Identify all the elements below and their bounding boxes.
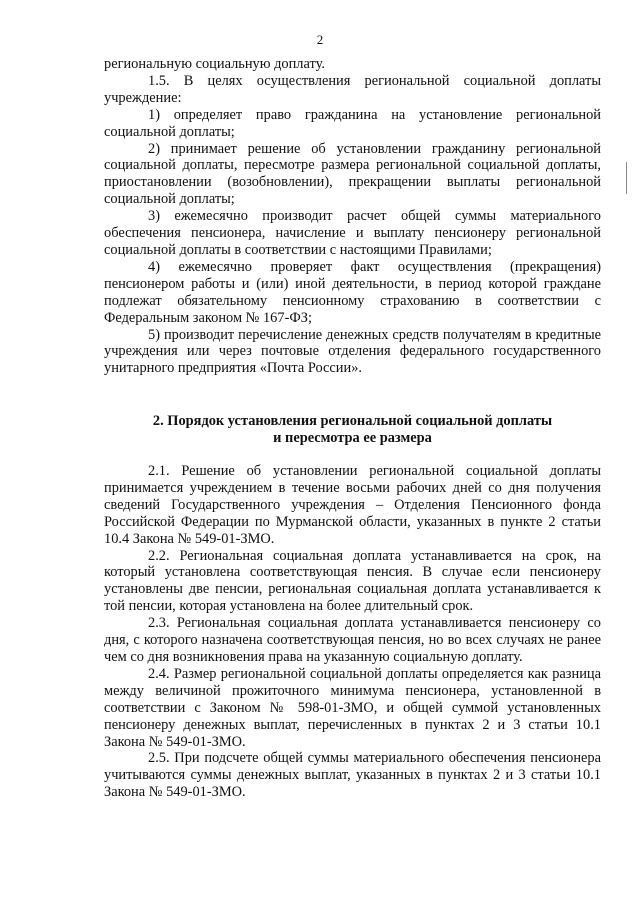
section2-body — [104, 463, 601, 801]
paragraph-2-3: 2.3. Региональная социальная доплата устанавливается пенсионеру со дня, с которого назначена соответствующая пенсия, но во всех случаях не ранее чем со дня возникновения права на указанную социальную доплату. — [104, 615, 601, 665]
paragraph-1-5: 1.5. В целях осуществления региональной социальной доплаты учреждение: — [104, 72, 601, 106]
paragraph-item-3: 3) ежемесячно производит расчет общей суммы материального обеспечения пенсионера, начисление и выплату пенсионеру региональной социальной доплаты в соответствии с настоящими Правилами; — [104, 208, 601, 258]
paragraph-item-2: 2) принимает решение об установлении гражданину региональной социальной доплаты, пересмотре размера региональной социальной доплаты, приостановлении (возобновлении), прекращении выплаты региональной социальной доплаты; — [104, 140, 601, 208]
paragraph-item-1: 1) определяет право гражданина на установление региональной социальной доплаты; — [104, 106, 601, 140]
paragraph-item-5: 5) производит перечисление денежных средств получателям в кредитные учреждения или через почтовые отделения федерального государственного унитарного предприятия «Почта России». — [104, 326, 601, 377]
paragraph-2-1: 2.1. Решение об установлении региональной социальной доплаты принимается учреждением в течение восьми рабочих дней со дня получения сведений Государственного учреждения – Отделения Пенсионного фонда Российской Федерации по Мурманской области, указанных в пункте 2 статьи 10.4 Закона № 549-01-ЗМО. — [104, 463, 601, 547]
section1-continuation — [104, 56, 601, 377]
paragraph-2-2: 2.2. Региональная социальная доплата устанавливается на срок, на который установлена соответствующая пенсия. В случае если пенсионеру установлены две пенсии, региональная социальная доплата устанавливается к той пенсии, которая установлена на более длительный срок. — [104, 547, 601, 615]
section2-heading — [104, 413, 601, 447]
paragraph-2-4: 2.4. Размер региональной социальной доплаты определяется как разница между величиной прожиточного минимума пенсионера, установленной в соответствии с Законом № 598-01-ЗМО, и общей суммой установленных пенсионеру денежных выплат, перечисленных в пунктах 2 и 3 статьи 10.1 Закона № 549-01-ЗМО. — [104, 665, 601, 750]
paragraph-item-4: 4) ежемесячно проверяет факт осуществления (прекращения) пенсионером работы и (или) иной деятельности, в период которой граждане подлежат обязательному пенсионному страхованию в соответствии с Федеральным законом № 167-ФЗ; — [104, 258, 601, 326]
paragraph-2-5: 2.5. При подсчете общей суммы материального обеспечения пенсионера учитываются суммы денежных выплат, указанных в пунктах 2 и 3 статьи 10.1 Закона № 549-01-ЗМО. — [104, 750, 601, 801]
paragraph-continuation: региональную социальную доплату. — [104, 56, 325, 72]
section-heading-line2: и пересмотра ее размера — [273, 429, 432, 446]
page-number: 2 — [316, 32, 324, 47]
scan-edge-mark — [626, 162, 627, 194]
section-heading-line1: 2. Порядок установления региональной социальной доплаты — [152, 413, 553, 429]
